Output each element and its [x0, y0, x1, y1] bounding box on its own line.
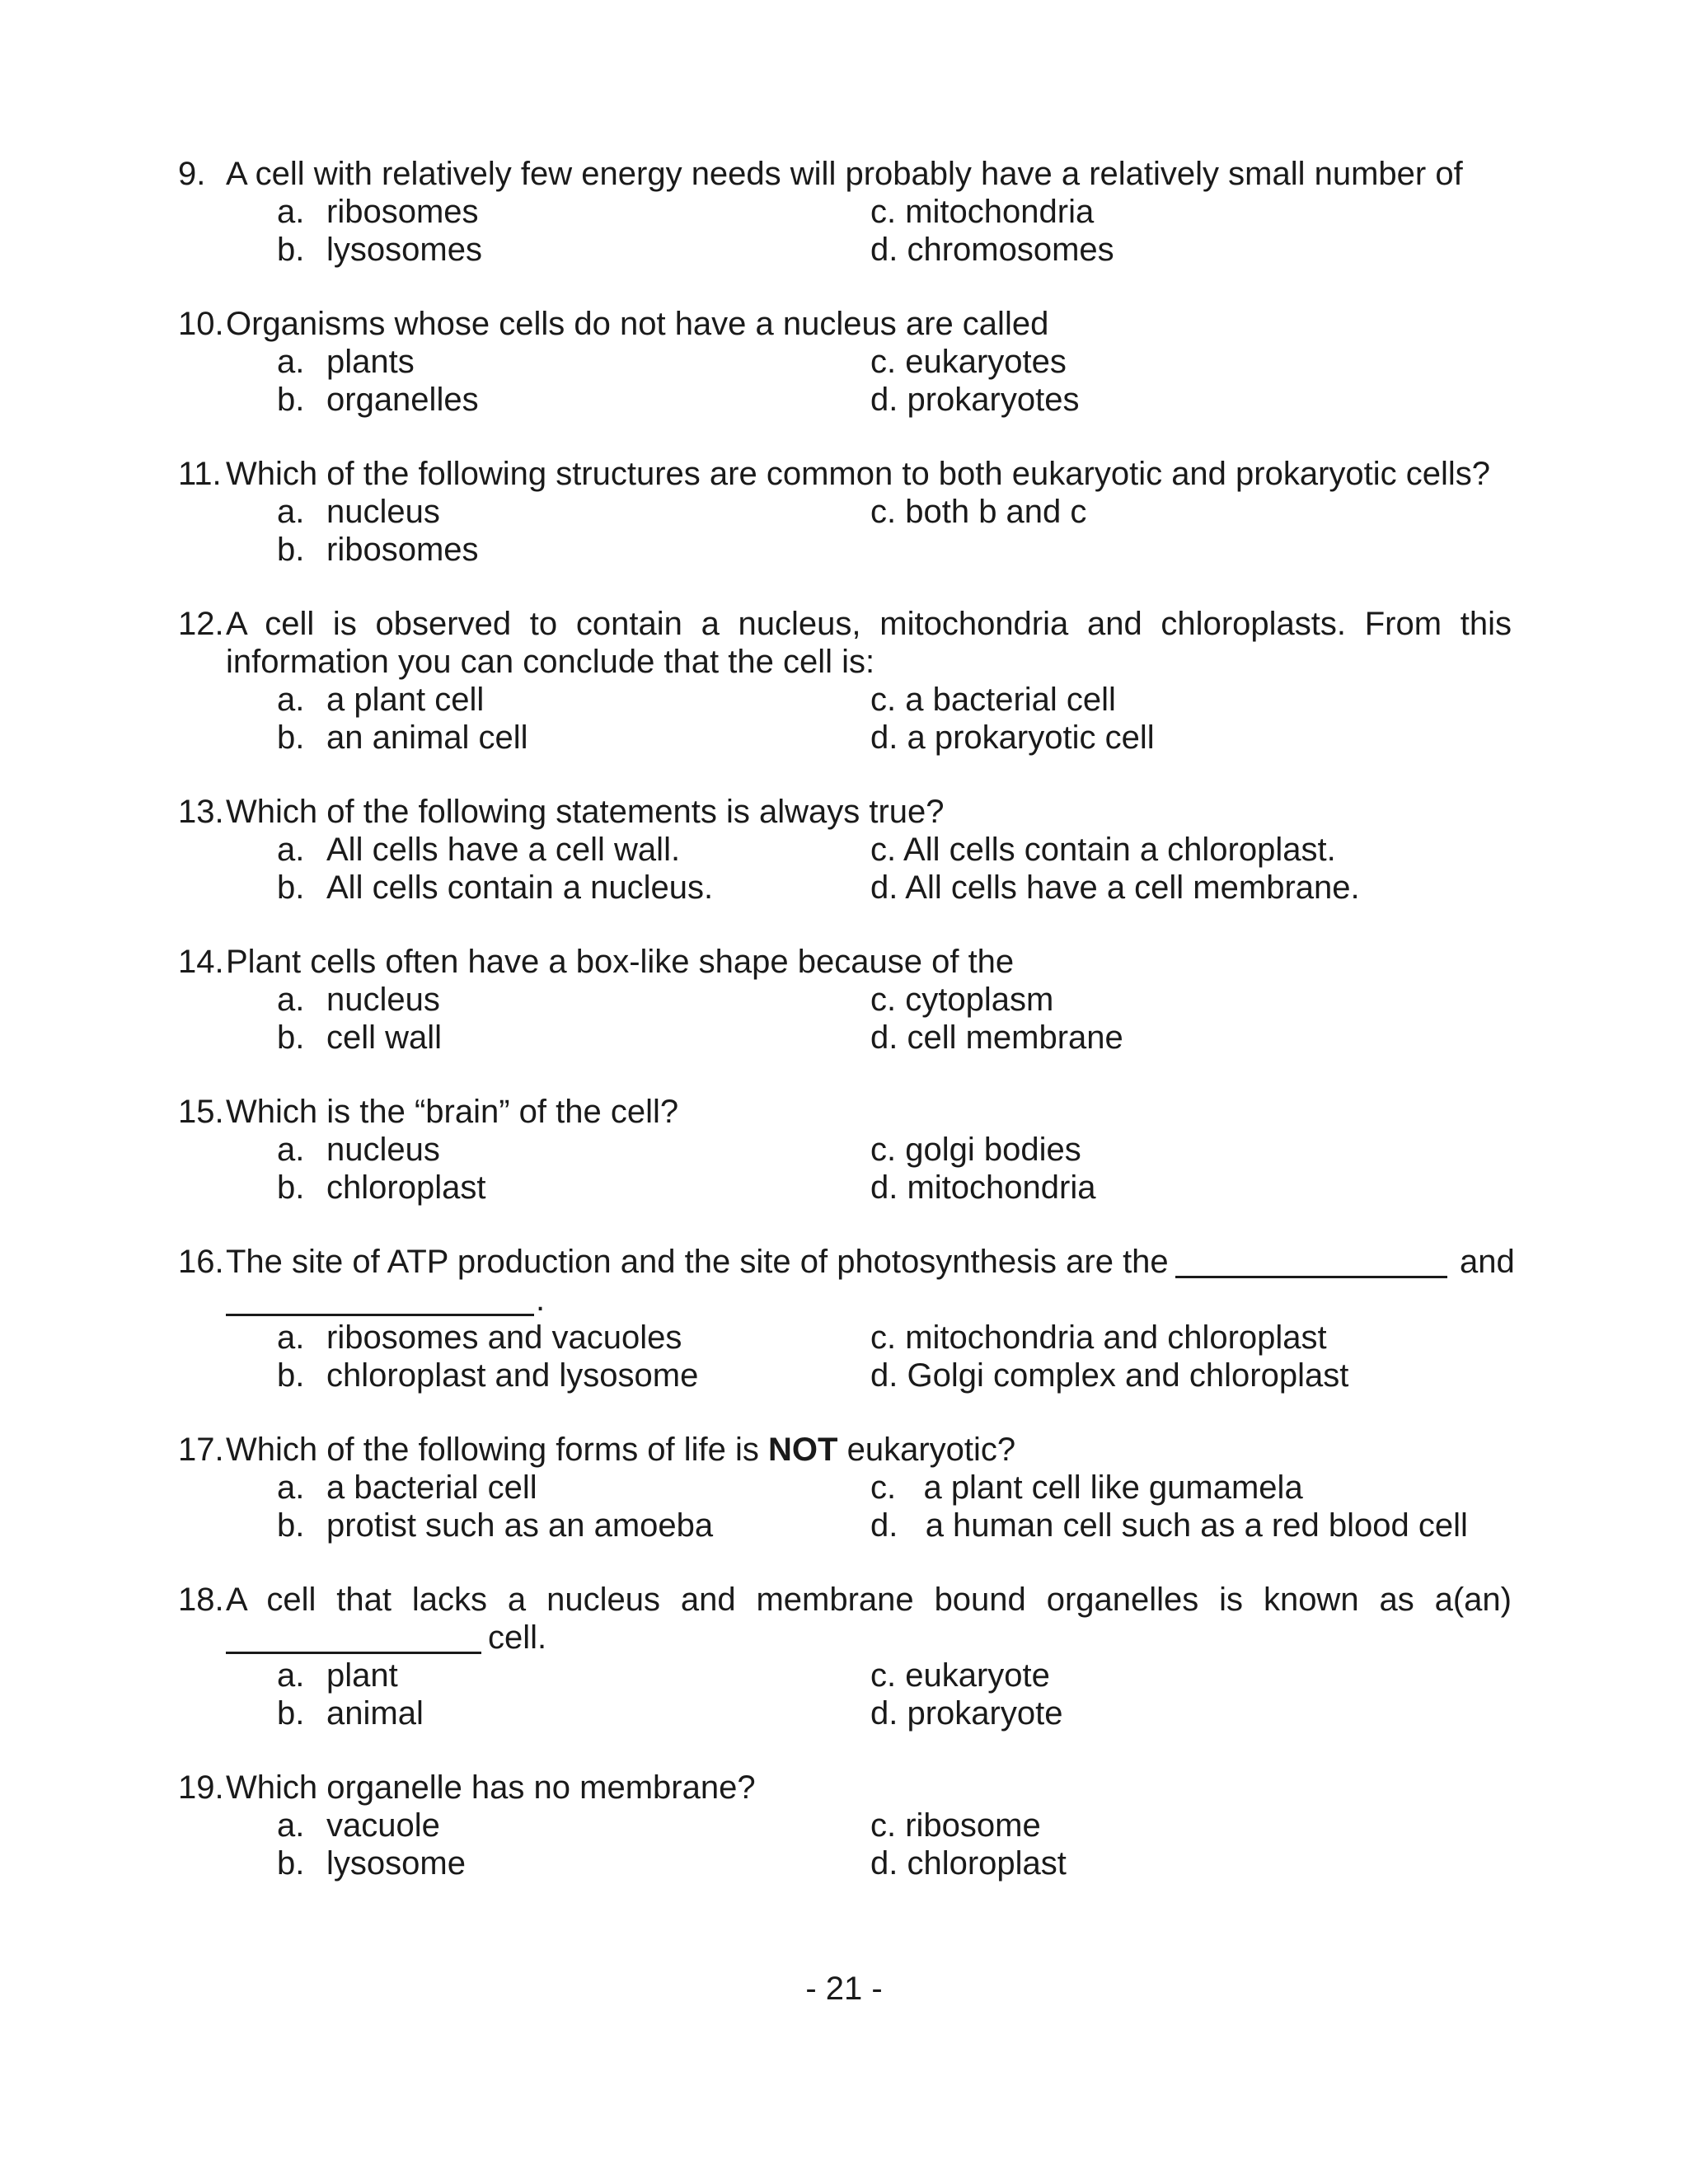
question-stem: Which of the following structures are common to both eukaryotic and prokaryotic cells? — [226, 456, 1491, 492]
option-a: a. a bacterial cell — [277, 1469, 537, 1506]
option-d: d. prokaryotes — [870, 382, 1080, 418]
answer-blank — [1175, 1249, 1447, 1278]
question-18 — [178, 1581, 1512, 1732]
question-stem — [226, 1243, 1515, 1319]
question-stem: Which is the “brain” of the cell? — [226, 1094, 679, 1130]
question-stem: Which organelle has no membrane? — [226, 1769, 756, 1806]
option-d: d. chloroplast — [870, 1845, 1067, 1882]
question-stem: A cell is observed to contain a nucleus, mitochondria and chloroplasts. From this information you can conclude that the cell is: — [226, 606, 1512, 680]
option-b: b. chloroplast — [277, 1169, 486, 1206]
question-number: 11. — [178, 456, 222, 492]
option-b: b. animal — [277, 1695, 424, 1732]
stem-text: The site of ATP production and the site of photosynthesis are the — [226, 1244, 1169, 1280]
question-stem: Plant cells often have a box-like shape because of the — [226, 944, 1015, 980]
option-a: a. nucleus — [277, 494, 440, 530]
question-9 — [178, 155, 1512, 269]
option-c: c. eukaryotes — [870, 344, 1067, 380]
option-a: a. nucleus — [277, 1132, 440, 1168]
option-a: a. ribosomes — [277, 194, 479, 230]
option-c: c. a bacterial cell — [870, 682, 1116, 718]
option-b: b. lysosomes — [277, 232, 482, 268]
question-12 — [178, 605, 1512, 757]
option-d: d. Golgi complex and chloroplast — [870, 1357, 1349, 1394]
option-d: d. a prokaryotic cell — [870, 719, 1155, 756]
option-d: d. cell membrane — [870, 1019, 1123, 1056]
option-c: c. cytoplasm — [870, 982, 1054, 1018]
answer-options — [277, 1807, 1512, 1882]
option-b: b. All cells contain a nucleus. — [277, 869, 714, 906]
option-d: d. chromosomes — [870, 232, 1114, 268]
question-10 — [178, 305, 1512, 419]
answer-blank — [226, 1287, 534, 1316]
question-number: 17. — [178, 1432, 224, 1468]
option-b: b. organelles — [277, 382, 479, 418]
option-d: d. a human cell such as a red blood cell — [870, 1507, 1468, 1544]
answer-options — [277, 193, 1512, 269]
question-15 — [178, 1093, 1512, 1207]
option-c: c. a plant cell like gumamela — [870, 1469, 1303, 1506]
question-stem: Organisms whose cells do not have a nucleus are called — [226, 306, 1049, 342]
question-17 — [178, 1431, 1512, 1544]
option-c: c. mitochondria and chloroplast — [870, 1319, 1327, 1356]
stem-text: cell. — [488, 1619, 547, 1656]
question-16 — [178, 1243, 1515, 1394]
answer-options — [277, 1657, 1512, 1732]
option-d: d. mitochondria — [870, 1169, 1096, 1206]
option-c: c. All cells contain a chloroplast. — [870, 832, 1336, 868]
answer-options — [277, 343, 1512, 419]
question-number: 12. — [178, 606, 224, 642]
question-number: 15. — [178, 1094, 224, 1130]
option-a: a. ribosomes and vacuoles — [277, 1319, 682, 1356]
question-number: 19. — [178, 1769, 224, 1806]
option-b: b. lysosome — [277, 1845, 466, 1882]
option-a: a. plants — [277, 344, 415, 380]
question-stem: Which of the following statements is always true? — [226, 794, 945, 830]
option-c: c. golgi bodies — [870, 1132, 1081, 1168]
question-number: 14. — [178, 944, 224, 980]
option-c: c. mitochondria — [870, 194, 1095, 230]
question-11 — [178, 455, 1512, 569]
question-stem: A cell with relatively few energy needs will probably have a relatively small number of — [226, 156, 1463, 192]
answer-options — [277, 981, 1512, 1057]
option-a: a. vacuole — [277, 1807, 440, 1844]
option-c: c. eukaryote — [870, 1657, 1050, 1694]
answer-options — [277, 681, 1512, 757]
emphasis-text: NOT — [768, 1432, 838, 1468]
answer-options — [277, 831, 1512, 907]
option-a: a. nucleus — [277, 982, 440, 1018]
option-d: d. prokaryote — [870, 1695, 1063, 1732]
question-13 — [178, 793, 1512, 907]
answer-options — [277, 1319, 1512, 1394]
option-d: d. All cells have a cell membrane. — [870, 869, 1360, 906]
answer-options — [277, 493, 1512, 569]
option-b: b. ribosomes — [277, 532, 479, 568]
question-stem: Which of the following forms of life is NOT eukaryotic? — [226, 1432, 1016, 1468]
question-number: 18. — [178, 1582, 224, 1618]
question-19 — [178, 1769, 1512, 1882]
option-c: c. both b and c — [870, 494, 1087, 530]
question-stem — [226, 1581, 1512, 1657]
option-a: a. plant — [277, 1657, 398, 1694]
option-c: c. ribosome — [870, 1807, 1041, 1844]
question-number: 13. — [178, 794, 224, 830]
option-b: b. protist such as an amoeba — [277, 1507, 714, 1544]
page-number: - 21 - — [805, 1971, 883, 2007]
option-b: b. chloroplast and lysosome — [277, 1357, 699, 1394]
question-number: 10. — [178, 306, 224, 342]
question-14 — [178, 943, 1512, 1057]
option-b: b. cell wall — [277, 1019, 443, 1056]
answer-options — [277, 1131, 1512, 1207]
stem-text: and — [1460, 1244, 1515, 1280]
option-a: a. All cells have a cell wall. — [277, 832, 681, 868]
option-a: a. a plant cell — [277, 682, 485, 718]
question-number: 16. — [178, 1244, 224, 1280]
answer-blank — [226, 1625, 481, 1654]
stem-text: . — [536, 1282, 546, 1318]
answer-options — [277, 1469, 1512, 1544]
stem-text: A cell that lacks a nucleus and membrane bound organelles is known as a(an) — [226, 1582, 1512, 1618]
option-b: b. an animal cell — [277, 719, 528, 756]
question-number: 9. — [178, 156, 206, 192]
